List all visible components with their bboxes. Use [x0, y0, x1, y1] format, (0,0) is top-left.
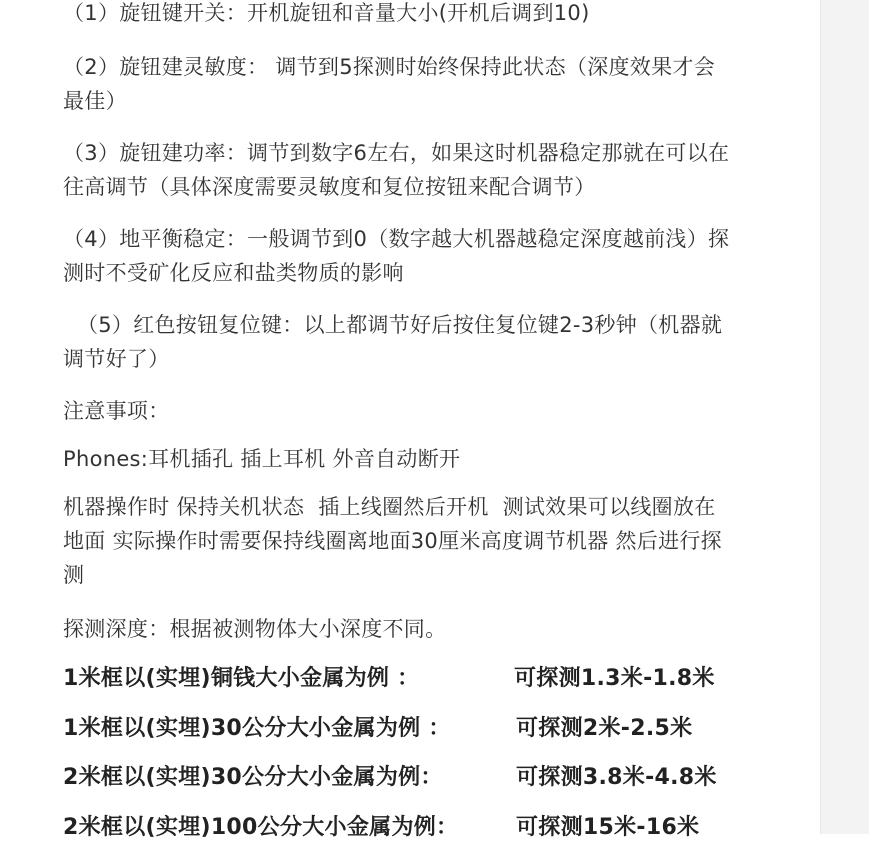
paragraph-line: 探测深度：根据被测物体大小深度不同。	[63, 617, 447, 641]
depth-row-condition: 1米框以(实埋)铜钱大小金属为例 ：	[63, 666, 420, 691]
depth-row-range: 可探测1.3米-1.8米	[514, 666, 715, 691]
paragraph-line: Phones:耳机插孔 插上耳机 外音自动断开	[63, 447, 461, 471]
paragraph-sensitivity-knob	[63, 50, 715, 118]
paragraph-phones	[63, 442, 460, 476]
paragraph-line: （1）旋钮键开关：开机旋钮和音量大小(开机后调到10)	[63, 1, 590, 25]
depth-row-condition: 1米框以(实埋)30公分大小金属为例 ：	[63, 716, 451, 741]
paragraph-line: （5）红色按钮复位键：以上都调节好后按住复位键2-3秒钟（机器就	[63, 313, 723, 337]
depth-row	[63, 661, 715, 692]
paragraph-line: （4）地平衡稳定：一般调节到0（数字越大机器越稳定深度越前浅）探	[63, 227, 730, 251]
paragraph-line: （2）旋钮建灵敏度： 调节到5探测时始终保持此状态（深度效果才会	[63, 55, 715, 79]
paragraph-line: 最佳）	[63, 89, 127, 113]
paragraph-line: 注意事项：	[63, 399, 170, 423]
paragraph-line: （3）旋钮建功率：调节到数字6左右，如果这时机器稳定那就在可以在	[63, 141, 730, 165]
paragraph-depth-intro	[63, 612, 446, 646]
paragraph-line: 测	[63, 563, 85, 587]
paragraph-power-level-knob	[63, 136, 729, 204]
depth-row	[63, 760, 717, 791]
depth-row-range: 可探测15米-16米	[516, 815, 700, 840]
paragraph-line: 机器操作时 保持关机状态 插上线圈然后开机 测试效果可以线圈放在	[63, 495, 716, 519]
paragraph-line: 往高调节（具体深度需要灵敏度和复位按钮来配合调节）	[63, 175, 596, 199]
paragraph-operation	[63, 490, 722, 592]
paragraph-power-knob	[63, 0, 590, 30]
paragraph-line: 地面 实际操作时需要保持线圈离地面30厘米高度调节机器 然后进行探	[63, 529, 722, 553]
depth-row-condition: 2米框以(实埋)30公分大小金属为例：	[63, 765, 443, 790]
paragraph-line: 测时不受矿化反应和盐类物质的影响	[63, 261, 404, 285]
depth-row-range: 可探测3.8米-4.8米	[516, 765, 717, 790]
paragraph-reset-button	[63, 308, 722, 376]
paragraph-notes-heading	[63, 394, 170, 428]
scrollbar-track[interactable]	[820, 0, 869, 834]
depth-row-range: 可探测2米-2.5米	[516, 716, 693, 741]
paragraph-line: 调节好了）	[63, 347, 170, 371]
depth-row	[63, 711, 693, 742]
paragraph-ground-balance	[63, 222, 729, 290]
depth-row-condition: 2米框以(实埋)100公分大小金属为例：	[63, 815, 459, 840]
depth-row	[63, 810, 700, 841]
